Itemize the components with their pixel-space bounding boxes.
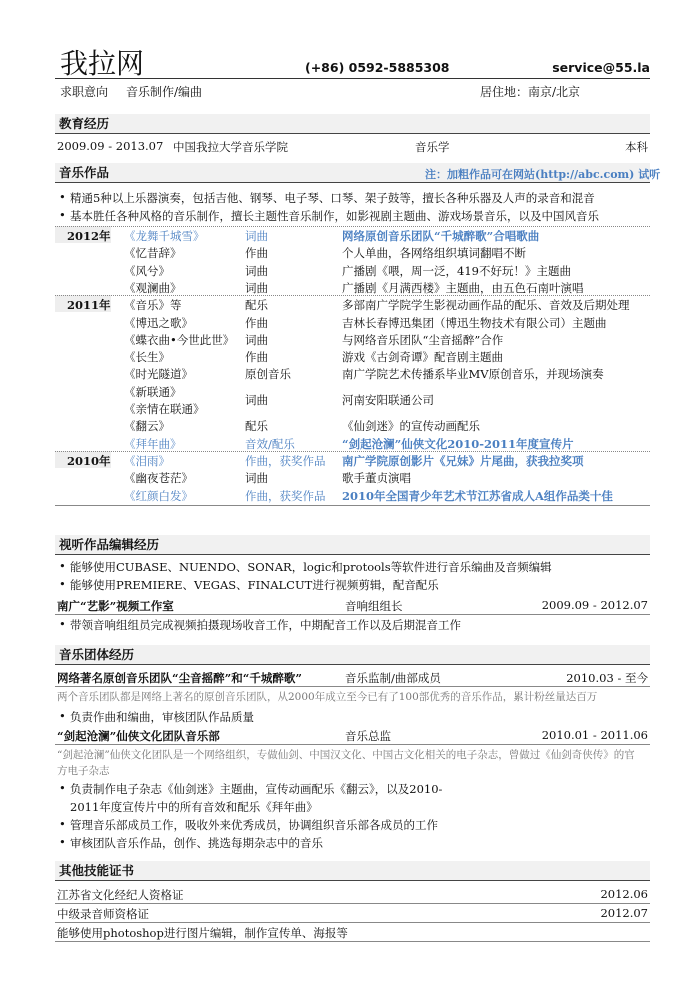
work-title: 《拜年曲》 xyxy=(124,436,182,451)
works-row xyxy=(55,297,650,314)
video-period: 2009.09 - 2012.07 xyxy=(541,598,648,612)
group2-role: 音乐总监 xyxy=(345,729,391,743)
video-org: 南广“艺影”视频工作室 xyxy=(57,599,174,613)
work-role: 音效/配乐 xyxy=(245,436,295,451)
work-description: 河南安阳联通公司 xyxy=(342,393,434,408)
works-row xyxy=(55,366,650,383)
work-description: 南广学院原创影片《兄妹》片尾曲，获我拉奖项 xyxy=(342,453,584,468)
work-role: 配乐 xyxy=(245,298,268,313)
works-bullet: • 精通5种以上乐器演奏，包括吉他、钢琴、电子琴、口琴、架子鼓等，擅长各种乐器及人声的录音和混音 xyxy=(70,190,595,206)
work-description: 与网络音乐团队“尘音摇醉”合作 xyxy=(342,332,504,347)
work-title: 《博迅之歌》 xyxy=(124,315,193,330)
group1-org: 网络著名原创音乐团队“尘音摇醉”和“千城醉歌” xyxy=(57,671,302,685)
section-title: 音乐作品 xyxy=(59,165,110,180)
group2-duty: • 审核团队音乐作品，创作、挑选每期杂志中的音乐 xyxy=(70,835,323,851)
work-role: 词曲 xyxy=(245,471,268,486)
work-role: 作曲 xyxy=(245,315,268,330)
group2-org: “剑起沧澜”仙侠文化团队音乐部 xyxy=(57,729,220,743)
work-role: 词曲 xyxy=(245,263,268,278)
section-other-skills: 其他技能证书 xyxy=(55,861,650,881)
section-music-groups: 音乐团体经历 xyxy=(55,645,650,665)
group2-desc: 方电子杂志 xyxy=(57,765,110,777)
divider xyxy=(55,614,650,615)
skill-photoshop: 能够使用photoshop进行图片编辑，制作宣传单、海报等 xyxy=(57,926,348,940)
works-row xyxy=(55,228,650,245)
education-major: 音乐学 xyxy=(415,140,450,154)
work-title: 《亲情在联通》 xyxy=(124,401,205,416)
education-degree: 本科 xyxy=(625,140,648,154)
work-description: 南广学院艺术传播系毕业MV原创音乐，并现场演奏 xyxy=(342,367,604,382)
work-description: 吉林长春博迅集团（博迅生物技术有限公司）主题曲 xyxy=(342,315,607,330)
work-title: 《观澜曲》 xyxy=(124,280,182,295)
work-title: 《幽夜苍茫》 xyxy=(124,471,193,486)
work-role: 词曲 xyxy=(245,229,268,243)
objective-value: 音乐制作/编曲 xyxy=(126,85,203,99)
video-duty: • 带领音响组组员完成视频拍摄现场收音工作，中期配音工作以及后期混音工作 xyxy=(70,617,461,633)
works-row xyxy=(55,349,650,366)
email-address: service@55.la xyxy=(552,60,650,75)
candidate-name: 我拉网 xyxy=(60,47,145,80)
group2-duty: • 管理音乐部成员工作，吸收外来优秀成员，协调组织音乐部各成员的工作 xyxy=(70,817,438,833)
work-role: 作曲，获奖作品 xyxy=(245,488,326,503)
work-description: 《仙剑迷》的宣传动画配乐 xyxy=(342,419,480,434)
work-description: 多部南广学院学生影视动画作品的配乐、音效及后期处理 xyxy=(342,298,630,313)
work-description: 网络原创音乐团队“千城醉歌”合唱歌曲 xyxy=(342,229,540,243)
work-role: 词曲 xyxy=(245,393,268,408)
work-title: 《音乐》等 xyxy=(124,298,182,313)
works-row xyxy=(55,280,650,297)
work-title: 《新联通》 xyxy=(124,384,182,399)
work-title: 《风兮》 xyxy=(124,263,170,278)
work-description: 广播剧《喂，周一泛，419不好玩！》主题曲 xyxy=(342,263,571,278)
works-row xyxy=(55,332,650,349)
objective-label: 求职意向 xyxy=(60,85,109,99)
year-divider xyxy=(55,226,650,227)
group1-desc: 两个音乐团队都是网络上著名的原创音乐团队，从2000年成立至今已有了100部优秀的音乐作品，累计粉丝量达百万 xyxy=(57,691,598,703)
location: 居住地：南京/北京 xyxy=(480,85,581,99)
cert-2: 中级录音师资格证 xyxy=(57,907,149,921)
work-role: 词曲 xyxy=(245,332,268,347)
year-label: 2010年 xyxy=(67,453,111,468)
group1-role: 音乐监制/曲部成员 xyxy=(345,671,441,685)
divider xyxy=(55,744,650,745)
video-bullet: • 能够使用PREMIERE、VEGAS、FINALCUT进行视频剪辑，配音配乐 xyxy=(70,577,439,593)
works-row xyxy=(55,418,650,435)
work-role: 配乐 xyxy=(245,419,268,434)
works-row xyxy=(55,384,650,416)
work-title: 《忆昔辞》 xyxy=(124,246,182,261)
work-description: 个人单曲，各网络组织填词翻唱不断 xyxy=(342,246,526,261)
work-title: 《时光隧道》 xyxy=(124,367,193,382)
work-role: 作曲，获奖作品 xyxy=(245,453,326,468)
education-school: 中国我拉大学音乐学院 xyxy=(173,140,288,154)
video-bullet: • 能够使用CUBASE、NUENDO、SONAR，logic和protools等软件进行音乐编曲及音频编辑 xyxy=(70,559,552,575)
header-divider xyxy=(55,78,650,79)
works-bullet: • 基本胜任各种风格的音乐制作，擅长主题性音乐制作，如影视剧主题曲、游戏场景音乐，以及中国风音乐 xyxy=(70,208,599,224)
work-description: 2010年全国青少年艺术节江苏省成人A组作品类十佳 xyxy=(342,488,613,503)
work-description: “剑起沧澜”仙侠文化2010-2011年度宣传片 xyxy=(342,436,574,451)
group2-desc: “剑起沧澜”仙侠文化团队是一个网络组织，专做仙剑、中国汉文化、中国古文化相关的电子杂志，曾做过《仙剑奇侠传》的官 xyxy=(57,749,635,761)
table-bottom xyxy=(55,505,650,506)
group2-period: 2010.01 - 2011.06 xyxy=(541,728,648,742)
work-title: 《长生》 xyxy=(124,350,170,365)
works-row xyxy=(55,470,650,487)
work-title: 《蝶衣曲•今世此世》 xyxy=(124,332,235,347)
works-note: 注：加粗作品可在网站(http://abc.com) 试听 xyxy=(425,168,661,181)
group1-duty: • 负责作曲和编曲，审核团队作品质量 xyxy=(70,709,254,725)
phone-number: (+86) 0592-5885308 xyxy=(305,60,450,75)
works-row xyxy=(55,453,650,470)
work-role: 作曲 xyxy=(245,350,268,365)
group1-period: 2010.03 - 至今 xyxy=(566,671,648,685)
education-period: 2009.09 - 2013.07 xyxy=(57,139,164,153)
work-description: 歌手董贞演唱 xyxy=(342,471,411,486)
works-row xyxy=(55,245,650,262)
divider xyxy=(55,903,650,904)
works-row xyxy=(55,315,650,332)
job-objective xyxy=(60,83,220,100)
works-row xyxy=(55,488,650,505)
group2-duty: • 负责制作电子杂志《仙剑迷》主题曲，宣传动画配乐《翻云》，以及2010- xyxy=(70,781,442,797)
cert-1: 江苏省文化经纪人资格证 xyxy=(57,888,184,902)
group2-duty-cont: 2011年度宣传片中的所有音效和配乐《拜年曲》 xyxy=(70,800,318,814)
works-row xyxy=(55,436,650,453)
work-title: 《红颜白发》 xyxy=(124,488,193,503)
work-role: 作曲 xyxy=(245,246,268,261)
work-role: 词曲 xyxy=(245,280,268,295)
work-title: 《泪雨》 xyxy=(124,453,170,468)
year-label: 2012年 xyxy=(67,229,111,243)
work-role: 原创音乐 xyxy=(245,367,291,382)
video-role: 音响组组长 xyxy=(345,599,403,613)
divider xyxy=(55,686,650,687)
section-education: 教育经历 xyxy=(55,114,650,134)
work-description: 游戏《古剑奇谭》配音剧主题曲 xyxy=(342,350,503,365)
cert-1-date: 2012.06 xyxy=(600,887,648,901)
work-title: 《龙舞千城雪》 xyxy=(124,229,205,243)
works-row xyxy=(55,263,650,280)
year-label: 2011年 xyxy=(67,298,111,313)
cert-2-date: 2012.07 xyxy=(600,906,648,920)
section-video-editing: 视听作品编辑经历 xyxy=(55,535,650,555)
work-description: 广播剧《月满西楼》主题曲，由五色石南叶演唱 xyxy=(342,280,584,295)
divider xyxy=(55,922,650,923)
divider xyxy=(55,941,650,942)
work-title: 《翻云》 xyxy=(124,419,170,434)
